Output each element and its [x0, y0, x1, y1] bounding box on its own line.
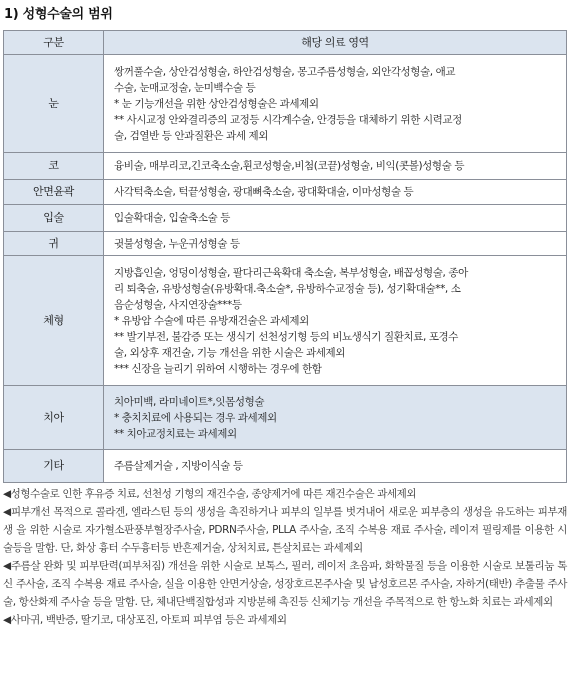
content-line: 술, 검열반 등 안과질환은 과세 제외 [114, 129, 269, 142]
note-item: ◀피부개선 목적으로 콜라겐, 엘라스틴 등의 생성을 촉진하거나 피부의 일부를 벗겨내어 새로운 피부층의 생성을 유도하는 피부재생 을 위한 시술로 자가혈소판풍부혈장주사술, PDRN주사술, PLLA 주사술, 조직 수복용 재료 주사술, 레이져 필링제를 이용한 시술등을 말함. 단, 화상 흉터 수두흉터등 반흔제거술, 상처치료, 튼살치료는 과세제외 [3, 506, 567, 554]
content-line: 수술, 눈매교정술, 눈미백수술 등 [114, 81, 256, 94]
row-category: 입술 [4, 205, 104, 232]
row-content [104, 256, 567, 386]
table-row [4, 256, 567, 386]
content-line: ** 사시교정 안와결리증의 교정등 시각계수술, 안경등을 대체하기 위한 시력교정 [114, 113, 462, 126]
note-item: ◀사마귀, 백반증, 딸기코, 대상포진, 아토피 피부염 등은 과세제외 [3, 614, 287, 626]
notes-block [3, 485, 567, 629]
header-medical-area: 해당 의료 영역 [104, 31, 567, 55]
row-content [104, 232, 567, 256]
content-line: 술, 외상후 재건술, 기능 개선을 위한 시술은 과세제외 [114, 346, 346, 359]
content-line: ** 발기부전, 불감증 또는 생식기 선천성기형 등의 비뇨생식기 질환치료, 포경수 [114, 330, 459, 343]
table-row [4, 386, 567, 450]
row-category: 코 [4, 153, 104, 180]
table-row [4, 55, 567, 153]
row-content [104, 205, 567, 232]
content-line: * 눈 기능개선을 위한 상안검성형술은 과세제외 [114, 97, 319, 110]
content-line: 리 퇴축술, 유방성형술(유방확대.축소술*, 유방하수교정술 등), 성기확대술**, 소 [114, 282, 461, 295]
row-content [104, 55, 567, 153]
row-content [104, 386, 567, 450]
table-row [4, 180, 567, 205]
note-item: ◀성형수술로 인한 후유증 치료, 선천성 기형의 재건수술, 종양제거에 따른 재건수술은 과세제외 [3, 488, 417, 500]
row-content [104, 180, 567, 205]
row-content [104, 450, 567, 483]
table-row [4, 205, 567, 232]
content-line: 사각턱축소술, 턱끝성형술, 광대뼈축소술, 광대확대술, 이마성형술 등 [114, 186, 414, 198]
table-row [4, 232, 567, 256]
row-category: 치아 [4, 386, 104, 450]
cosmetic-surgery-scope-table [3, 30, 567, 483]
section-title: 1) 성형수술의 범위 [4, 7, 113, 22]
content-line: 치아미백, 라미네이트*,잇몸성형술 [114, 395, 265, 408]
content-line: 귓불성형술, 누운귀성형술 등 [114, 237, 240, 250]
content-line: 융비술, 매부리코,긴코축소술,휜코성형술,비첨(코끝)성형술, 비익(콧볼)성형술 등 [114, 160, 465, 172]
row-category: 기타 [4, 450, 104, 483]
table-row [4, 450, 567, 483]
content-line: * 충치치료에 사용되는 경우 과세제외 [114, 411, 277, 424]
row-category: 귀 [4, 232, 104, 256]
content-line: ** 치아교정치료는 과세제외 [114, 427, 237, 440]
note-item: ◀주름살 완화 및 피부탄력(피부처짐) 개선을 위한 시술로 보톡스, 필러, 레이저 초음파, 화학물질 등을 이용한 시술로 보툴리눔 톡신 주사술, 조직 수복용 재료 주사술, 실을 이용한 안면거상술, 성장호르몬주사술 및 남성호르몬 주사술, 자하거(태반) 추출물 주사술, 항산화제 주사술 등을 말함. 단, 체내단백질합성과 지방분해 촉진등 신체기능 개선을 주목적으로 한 항노화 치료는 과세제외 [3, 560, 567, 608]
content-line: 음순성형술, 사지연장술***등 [114, 298, 242, 311]
content-line: * 유방암 수술에 따른 유방재건술은 과세제외 [114, 314, 309, 327]
content-line: 입술확대술, 입술축소술 등 [114, 212, 230, 224]
row-category: 체형 [4, 256, 104, 386]
header-category: 구분 [4, 31, 104, 55]
content-line: *** 신장을 늘리기 위하여 시행하는 경우에 한함 [114, 362, 322, 375]
row-category: 안면윤곽 [4, 180, 104, 205]
table-row [4, 153, 567, 180]
row-category: 눈 [4, 55, 104, 153]
table-header-row [4, 31, 567, 55]
content-line: 지방흡인술, 엉덩이성형술, 팔다리근육확대 축소술, 복부성형술, 배꼽성형술, 종아 [114, 266, 468, 279]
content-line: 쌍꺼풀수술, 상안검성형술, 하안검성형술, 몽고주름성형술, 외안각성형술, 애교 [114, 65, 456, 78]
row-content [104, 153, 567, 180]
content-line: 주름살제거술 , 지방이식술 등 [114, 460, 243, 472]
